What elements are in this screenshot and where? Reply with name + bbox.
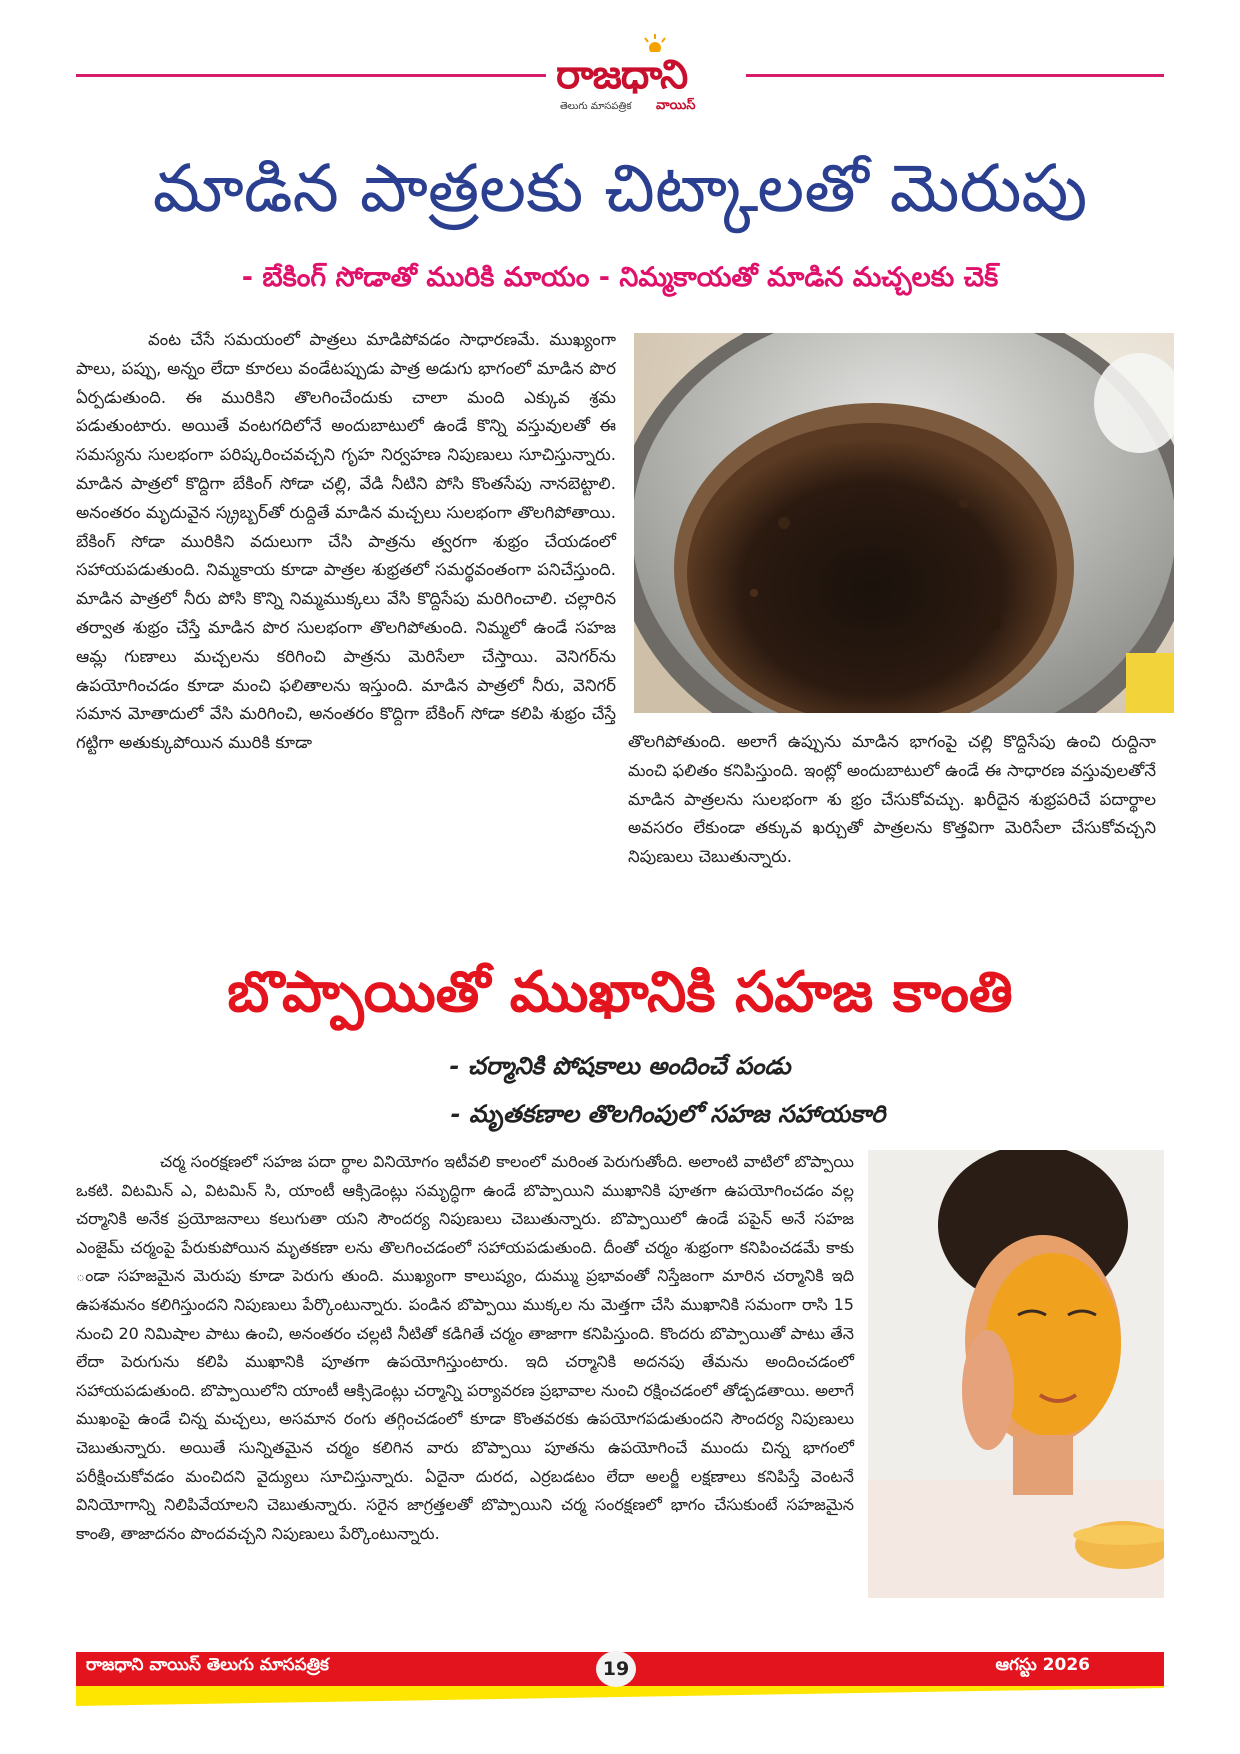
masthead-rule-left xyxy=(76,74,546,77)
logo-tagline: తెలుగు మాసపత్రిక xyxy=(560,101,632,112)
article1-body-left xyxy=(76,326,616,758)
article1-headline: మాడిన పాత్రలకు చిట్కాలతో మెరుపు xyxy=(152,150,1088,227)
article2-subheadline-2: - మృతకణాల తొలగింపులో సహజ సహాయకారి xyxy=(450,1100,886,1128)
article2-paragraph: చర్మ సంరక్షణలో సహజ పదా ర్థాల వినియోగం ఇటీవలి కాలంలో మరింత పెరుగుతోంది. అలాంటి వాటిలో బొప్పాయి ఒకటి. విటమిన్ ఎ, విటమిన్ సి, యాంటీ ఆక్సిడెంట్లు సమృద్ధిగా ఉండే బొప్పాయిని ముఖానికి పూతగా ఉపయోగించడం వల్ల చర్మానికి అనేక ప్రయోజనాలు కలుగుతా యని సౌందర్య నిపుణులు చెబుతున్నారు. బొప్పాయిలో ఉండే పపైన్ అనే సహజ ఎంజైమ్ చర్మంపై పేరుకుపోయిన మృతకణా లను తొలగించడంలో సహాయపడుతుంది. దీంతో చర్మం శుభ్రంగా కనిపించడమే కాకు ండా సహజమైన మెరుపు కూడా పెరుగు తుంది. ముఖ్యంగా కాలుష్యం, దుమ్ము ప్రభావంతో నిస్తేజంగా మారిన చర్మానికి ఇది ఉపశమనం కలిగిస్తుందని నిపుణులు పేర్కొంటున్నారు. పండిన బొప్పాయి ముక్కల ను మెత్తగా చేసి ముఖానికి సమంగా రాసి 15 నుంచి 20 నిమిషాల పాటు ఉంచి, అనంతరం చల్లటి నీటితో కడిగితే చర్మం తాజాగా కనిపిస్తుంది. కొందరు బొప్పాయితో పాటు తేనె లేదా పెరుగును కలిపి ముఖానికి పూతగా ఉపయోగిస్తుంటారు. ఇది చర్మానికి అదనపు తేమను అందించడంలో సహాయపడుతుంది. బొప్పాయిలోని యాంటీ ఆక్సిడెంట్లు చర్మాన్ని పర్యావరణ ప్రభావాల నుంచి రక్షించడంలో తోడ్పడతాయి. అలాగే ముఖంపై ఉండే చిన్న మచ్చలు, అసమాన రంగు తగ్గించడంలో కూడా కొంతవరకు ఉపయోగపడుతుందని సౌందర్య నిపుణులు చెబుతున్నారు. అయితే సున్నితమైన చర్మం కలిగిన వారు బొప్పాయి పూతను ఉపయోగించే ముందు చిన్న భాగంలో పరీక్షించుకోవడం మంచిదని వైద్యులు సూచిస్తున్నారు. ఏదైనా దురద, ఎర్రబడటం లేదా అలర్జీ లక్షణాలు కనిపిస్తే వెంటనే వినియోగాన్ని నిలిపివేయాలని చెబుతున్నారు. సరైన జాగ్రత్తలతో బొప్పాయిని చర్మ సంరక్షణలో భాగం చేసుకుంటే సహజమైన కాంతి, తాజాదనం పొందవచ్చని నిపుణులు పేర్కొంటున్నారు. xyxy=(76,1152,854,1543)
article1-paragraph: తొలగిపోతుంది. అలాగే ఉప్పును మాడిన భాగంపై చల్లి కొద్దిసేపు ఉంచి రుద్దినా మంచి ఫలితం కనిపిస్తుంది. ఇంట్లో అందుబాటులో ఉండే ఈ సాధారణ వస్తువులతోనే మాడిన పాత్రలను సులభంగా శు భ్రం చేసుకోవచ్చు. ఖరీదైన శుభ్రపరిచే పదార్థాల అవసరం లేకుండా తక్కువ ఖర్చుతో పాత్రలను కొత్తవిగా మెరిసేలా చేసుకోవచ్చని నిపుణులు చెబుతున్నారు. xyxy=(628,732,1156,867)
footer-date: ఆగస్టు 2026 xyxy=(995,1655,1090,1675)
article2-headline: బొప్పాయితో ముఖానికి సహజ కాంతి xyxy=(227,960,1013,1025)
masthead-rule-right xyxy=(746,74,1164,77)
publication-logo[interactable] xyxy=(556,30,736,114)
logo-wordmark: రాజధాని xyxy=(556,52,688,98)
article2-subheadline-1: - చర్మానికి పోషకాలు అందించే పండు xyxy=(449,1052,791,1080)
article2-body xyxy=(76,1148,854,1548)
burnt-pot-illustration xyxy=(634,333,1174,713)
logo-voice: వాయిస్ xyxy=(656,98,696,113)
article1-paragraph: వంట చేసే సమయంలో పాత్రలు మాడిపోవడం సాధారణమే. ముఖ్యంగా పాలు, పప్పు, అన్నం లేదా కూరలు వండేటప్పుడు పాత్ర అడుగు భాగంలో మాడిన పొర ఏర్పడుతుంది. ఈ మురికిని తొలగించేందుకు చాలా మంది ఎక్కువ శ్రమ పడుతుంటారు. అయితే వంటగదిలోనే అందుబాటులో ఉండే కొన్ని వస్తువులతో ఈ సమస్యను సులభంగా పరిష్కరించవచ్చని గృహ నిర్వహణ నిపుణులు సూచిస్తున్నారు. మాడిన పాత్రలో కొద్దిగా బేకింగ్ సోడా చల్లి, వేడి నీటిని పోసి కొంతసేపు నానబెట్టాలి. అనంతరం మృదువైన స్క్రబ్బర్‌తో రుద్దితే మాడిన మచ్చలు సులభంగా తొలగిపోతాయి. బేకింగ్ సోడా మురికిని వదులుగా చేసి పాత్రను త్వరగా శుభ్రం చేయడంలో సహాయపడుతుంది. నిమ్మకాయ కూడా పాత్రల శుభ్రతలో సమర్థవంతంగా పనిచేస్తుంది. మాడిన పాత్రలో నీరు పోసి కొన్ని నిమ్మముక్కలు వేసి కొద్దిసేపు మరిగించాలి. చల్లారిన తర్వాత శుభ్రం చేస్తే మాడిన పొర సులభంగా తొలగిపోతుంది. నిమ్మలో ఉండే సహజ ఆమ్ల గుణాలు మచ్చలను కరిగించి పాత్రను మెరిసేలా చేస్తాయి. వెనిగర్‌ను ఉపయోగించడం కూడా మంచి ఫలితాలను ఇస్తుంది. మాడిన పాత్రలో నీరు, వెనిగర్ సమాన మోతాదులో వేసి మరిగించి, అనంతరం కొద్దిగా బేకింగ్ సోడా కలిపి శుభ్రం చేస్తే గట్టిగా అతుక్కుపోయిన మురికి కూడా xyxy=(76,330,616,753)
footer-accent-stripe xyxy=(76,1686,1164,1706)
article1-body-right xyxy=(628,728,1156,872)
sun-icon xyxy=(642,34,668,52)
page-number: 19 xyxy=(596,1651,636,1687)
burnt-pot-photo xyxy=(634,333,1174,713)
footer-publication: రాజధాని వాయిస్ తెలుగు మాసపత్రిక xyxy=(86,1655,329,1675)
article1-subheadline: - బేకింగ్ సోడాతో మురికి మాయం - నిమ్మకాయతో మాడిన మచ్చలకు చెక్ xyxy=(241,262,999,293)
papaya-mask-photo xyxy=(868,1150,1164,1598)
woman-face-mask-illustration xyxy=(868,1150,1164,1598)
